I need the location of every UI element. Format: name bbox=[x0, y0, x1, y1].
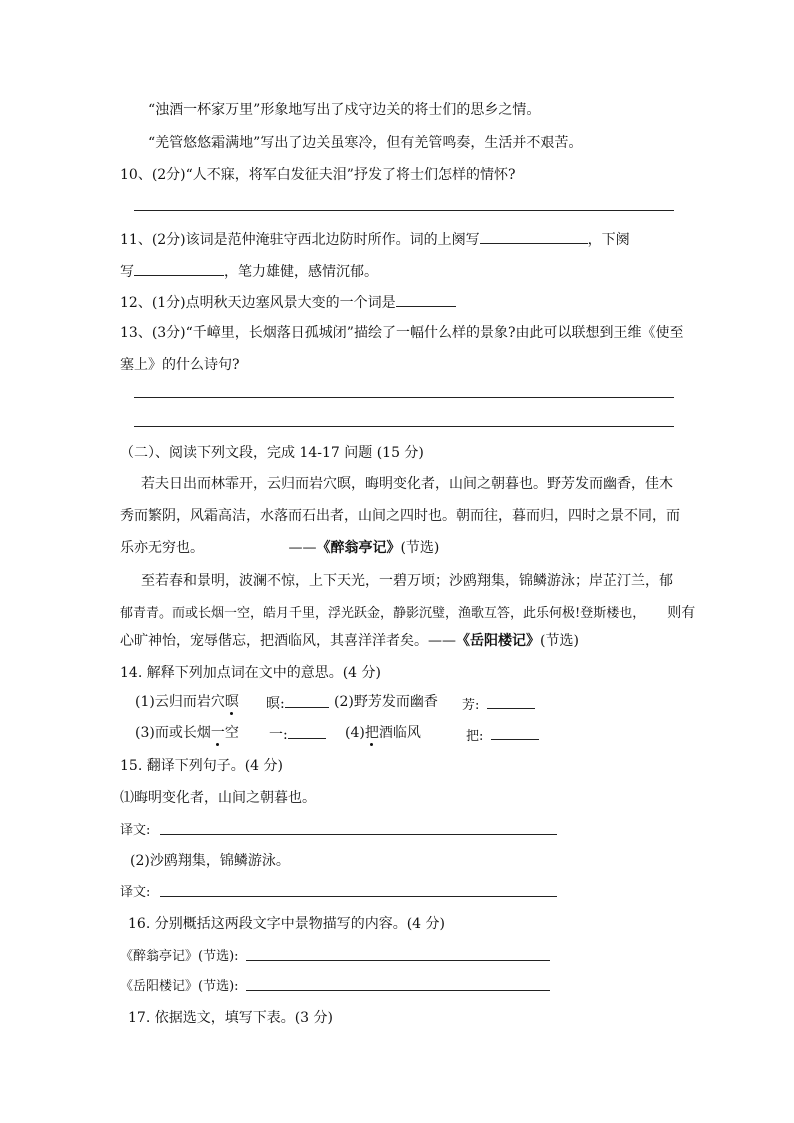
text: 空 bbox=[224, 725, 239, 741]
source-note: (节选) bbox=[540, 633, 579, 649]
source-note: (节选) bbox=[400, 540, 440, 556]
source-dash: —— bbox=[288, 540, 317, 556]
passage-2-line bbox=[120, 604, 695, 623]
question-16-item: 《岳阳楼记》(节选): bbox=[120, 979, 239, 994]
question-14-row bbox=[269, 724, 326, 744]
translation-label: 译文: bbox=[120, 885, 151, 900]
text: (1)云归而岩穴 bbox=[135, 694, 225, 710]
passage-2-line bbox=[120, 632, 579, 650]
question-15: 15. 翻译下列句子。(4 分) bbox=[120, 758, 283, 774]
text: 酒临风 bbox=[378, 725, 421, 741]
answer-blank[interactable] bbox=[491, 725, 539, 740]
text: 一: bbox=[269, 727, 288, 743]
question-12 bbox=[120, 292, 456, 312]
text: 乐亦无穷也。 bbox=[120, 540, 204, 556]
translation-label: 译文: bbox=[120, 823, 151, 838]
answer-blank[interactable] bbox=[480, 229, 588, 244]
dotted-word: 把 bbox=[364, 725, 379, 741]
question-14-row bbox=[266, 693, 329, 713]
dotted-word: 暝 bbox=[224, 694, 239, 710]
passage-1-line bbox=[120, 539, 439, 557]
answer-blank[interactable] bbox=[288, 724, 326, 739]
text-line: “羌管悠悠霜满地”写出了边关虽寒冷，但有羌管鸣奏，生活并不艰苦。 bbox=[148, 135, 583, 151]
text: (3)而或长烟 bbox=[135, 725, 211, 741]
question-14-row bbox=[135, 693, 239, 711]
question-13: 13、(3分)“千嶂里，长烟落日孤城闭”描绘了一幅什么样的景象?由此可以联想到王维《使至 bbox=[120, 325, 684, 341]
answer-line[interactable] bbox=[246, 960, 550, 961]
question-14-row bbox=[334, 693, 438, 711]
text: 12、(1分)点明秋天边塞风景大变的一个词是 bbox=[120, 295, 396, 311]
text: 把: bbox=[466, 729, 484, 744]
text: 则有 bbox=[667, 605, 696, 621]
text: 暝: bbox=[266, 696, 285, 712]
text: 芳: bbox=[462, 698, 480, 713]
answer-line[interactable] bbox=[134, 210, 674, 211]
question-11-cont bbox=[120, 261, 378, 281]
answer-line[interactable] bbox=[134, 397, 674, 398]
question-14-row bbox=[462, 694, 535, 715]
text: 郁青青。而或长烟一空，皓月千里，浮光跃金，静影沉璧，渔歌互答，此乐何极!登斯楼也， bbox=[120, 606, 646, 621]
question-15-item: (2)沙鸥翔集，锦鳞游泳。 bbox=[130, 853, 290, 869]
passage-1-line: 秀而繁阴，风霜高洁，水落而石出者，山间之四时也。朝而往，暮而归，四时之景不同，而 bbox=[120, 508, 680, 524]
question-16-item: 《醉翁亭记》(节选): bbox=[120, 949, 239, 964]
text: ，笔力雄健，感情沉郁。 bbox=[224, 264, 378, 280]
question-17: 17. 依据选文，填写下表。(3 分) bbox=[128, 1010, 333, 1026]
answer-line[interactable] bbox=[160, 834, 557, 835]
question-10: 10、(2分)“人不寐，将军白发征夫泪”抒发了将士们怎样的情怀? bbox=[120, 167, 516, 183]
text: (4) bbox=[345, 725, 365, 741]
question-14-row bbox=[135, 724, 239, 742]
answer-line[interactable] bbox=[134, 426, 674, 427]
question-11 bbox=[120, 229, 630, 249]
question-14-row bbox=[345, 724, 421, 742]
question-16: 16. 分别概括这两段文字中景物描写的内容。(4 分) bbox=[128, 916, 445, 932]
question-13-cont: 塞上》的什么诗句? bbox=[120, 357, 240, 373]
answer-line[interactable] bbox=[160, 896, 557, 897]
answer-blank[interactable] bbox=[396, 292, 456, 307]
answer-blank[interactable] bbox=[285, 693, 329, 708]
answer-blank[interactable] bbox=[134, 261, 224, 276]
question-14: 14. 解释下列加点词在文中的意思。(4 分) bbox=[120, 665, 381, 681]
text: 11、(2分)该词是范仲淹驻守西北边防时所作。词的上阕写 bbox=[120, 232, 480, 248]
text-line: “浊酒一杯家万里”形象地写出了戍守边关的将士们的思乡之情。 bbox=[148, 102, 541, 118]
source-title: 《岳阳楼记》 bbox=[456, 633, 540, 649]
passage-2-line: 至若春和景明，波澜不惊，上下天光，一碧万顷；沙鸥翔集，锦鳞游泳；岸芷汀兰，郁 bbox=[141, 573, 673, 589]
text: 心旷神怡，宠辱偕忘，把酒临风，其喜洋洋者矣。—— bbox=[120, 633, 456, 649]
answer-blank[interactable] bbox=[487, 694, 535, 709]
dotted-word: 一 bbox=[210, 725, 225, 741]
question-14-row bbox=[466, 725, 539, 746]
text: 写 bbox=[120, 264, 134, 280]
answer-line[interactable] bbox=[246, 990, 550, 991]
question-15-item: ⑴晦明变化者，山间之朝暮也。 bbox=[120, 790, 316, 806]
text: ，下阕 bbox=[587, 232, 630, 248]
section-heading: （二）、阅读下列文段，完成 14-17 问题 (15 分) bbox=[120, 445, 424, 461]
passage-1-line: 若夫日出而林霏开，云归而岩穴暝，晦明变化者，山间之朝暮也。野芳发而幽香，佳木 bbox=[141, 476, 673, 492]
source-title: 《醉翁亭记》 bbox=[316, 540, 401, 556]
text: (2)野芳发而幽香 bbox=[334, 694, 438, 710]
